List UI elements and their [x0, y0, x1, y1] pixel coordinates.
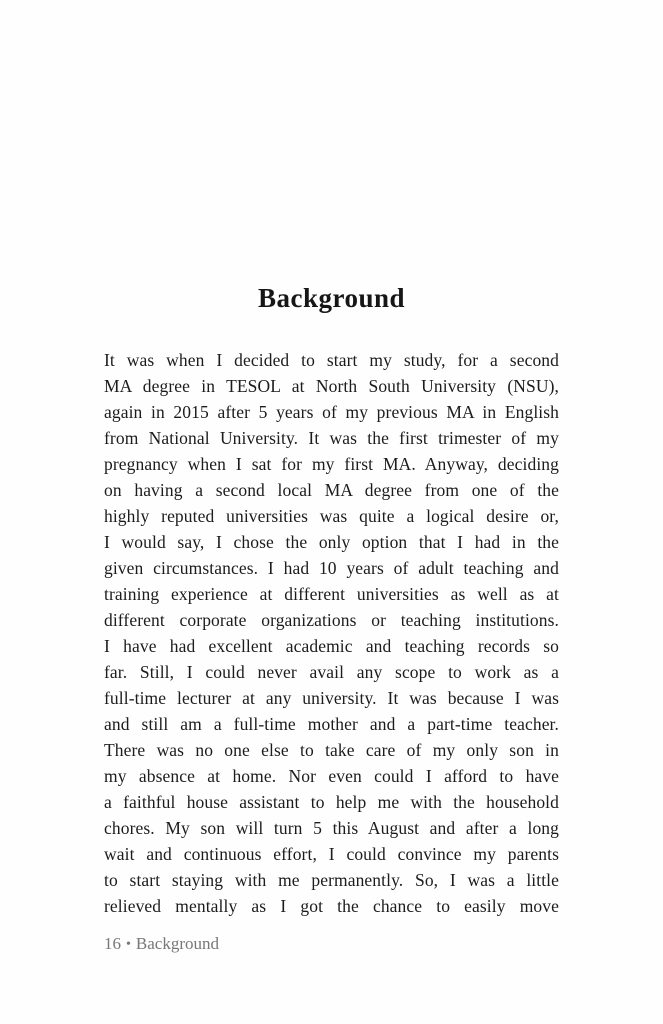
body-line: full-time lecturer at any university. It was because I was: [104, 688, 559, 708]
body-line: There was no one else to take care of my only son in: [104, 740, 559, 760]
body-line: wait and continuous effort, I could convince my parents: [104, 844, 559, 864]
body-line: to start staying with me permanently. So, I was a little: [104, 870, 559, 890]
page-number: 16: [104, 934, 121, 953]
body-line: and still am a full-time mother and a part-time teacher.: [104, 714, 559, 734]
body-line: I would say, I chose the only option that I had in the: [104, 532, 559, 552]
body-line: MA degree in TESOL at North South University (NSU),: [104, 376, 559, 396]
body-line: It was when I decided to start my study, for a second: [104, 350, 559, 370]
body-line: from National University. It was the first trimester of my: [104, 428, 559, 448]
body-line: on having a second local MA degree from one of the: [104, 480, 559, 500]
body-line: a faithful house assistant to help me with the household: [104, 792, 559, 812]
body-line: pregnancy when I sat for my first MA. Anyway, deciding: [104, 454, 559, 474]
body-line: different corporate organizations or teaching institutions.: [104, 610, 559, 630]
body-line: training experience at different universities as well as at: [104, 584, 559, 604]
body-text: [104, 347, 559, 919]
body-line: again in 2015 after 5 years of my previous MA in English: [104, 402, 559, 422]
body-line: chores. My son will turn 5 this August and after a long: [104, 818, 559, 838]
body-line: relieved mentally as I got the chance to easily move: [104, 896, 559, 916]
body-line: highly reputed universities was quite a logical desire or,: [104, 506, 559, 526]
body-line: my absence at home. Nor even could I afford to have: [104, 766, 559, 786]
page-footer: [104, 933, 219, 956]
chapter-heading: Background: [257, 283, 406, 313]
footer-section-label: Background: [135, 934, 219, 953]
body-line: far. Still, I could never avail any scope to work as a: [104, 662, 559, 682]
footer-bullet-icon: •: [126, 937, 131, 952]
body-line: given circumstances. I had 10 years of adult teaching and: [104, 558, 559, 578]
body-line: I have had excellent academic and teaching records so: [104, 636, 559, 656]
